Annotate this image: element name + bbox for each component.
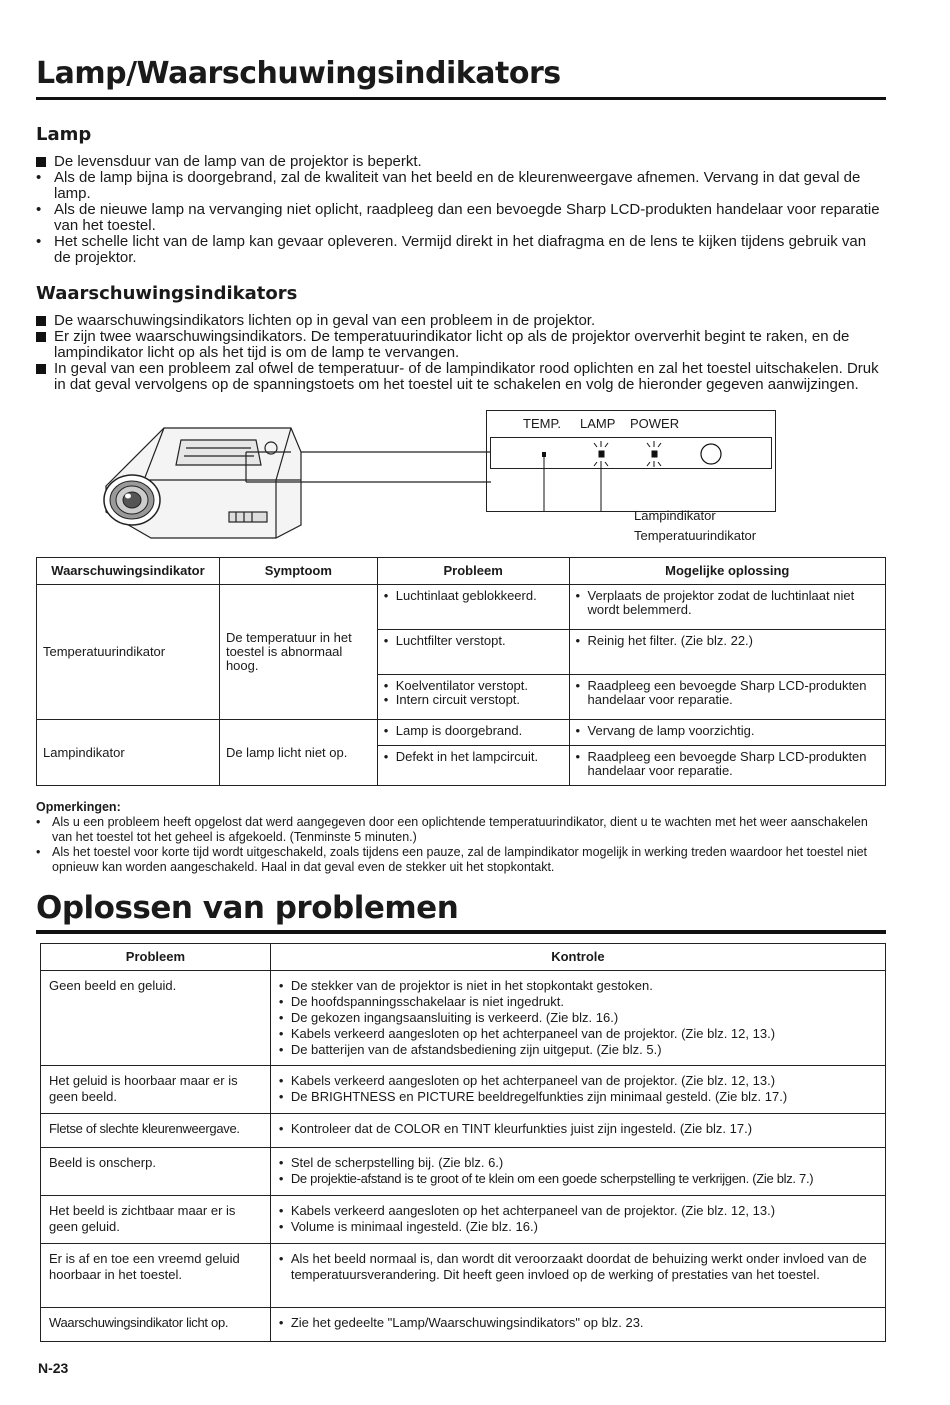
solution-cell: • Vervang de lamp voorzichtig.	[569, 720, 885, 746]
list-item: • Als de lamp bijna is doorgebrand, zal de kwaliteit van het beeld en de kleurenweergave afnemen. Vervang in dat geval de lamp.	[36, 169, 861, 202]
notes	[36, 800, 886, 875]
problem-cell: • Koelventilator verstopt. • Intern circuit verstopt.	[377, 675, 569, 720]
table-row	[37, 585, 886, 630]
label-power: POWER	[630, 416, 680, 431]
square-bullet-icon	[36, 157, 46, 167]
bullet-icon: •	[36, 845, 41, 859]
temp-indicator-icon	[542, 452, 546, 457]
warning-heading: Waarschuwingsindikators	[36, 283, 298, 304]
problem-cell: • Luchtinlaat geblokkeerd.	[377, 585, 569, 630]
problem-cell: Er is af en toe een vreemd geluid hoorbaar in het toestel.	[41, 1244, 271, 1308]
lamp-list	[36, 154, 886, 266]
problem-cell: Waarschuwingsindikator licht op.	[41, 1308, 271, 1342]
solution-cell: • Raadpleeg een bevoegde Sharp LCD-produkten handelaar voor reparatie.	[569, 675, 885, 720]
projector-illustration	[86, 420, 506, 550]
title-rule	[36, 97, 886, 100]
bullet-icon: •	[36, 169, 42, 186]
indicator-panel	[486, 410, 776, 512]
list-item: • Als u een probleem heeft opgelost dat werd aangegeven door een oplichtende temperatuurindikator, dient u te wachten met het weer aanschakelen van het toestel tot het geheel is afgekoeld. (Tenminste 5 minuten.)	[36, 815, 868, 844]
column-header: Kontrole	[270, 944, 885, 971]
column-header: Probleem	[377, 558, 569, 585]
table-row	[41, 1308, 886, 1342]
checks-cell: • Kabels verkeerd aangesloten op het achterpaneel van de projektor. (Zie blz. 12, 13.) • Volume is minimaal ingesteld. (Zie blz. 16.)	[270, 1196, 885, 1244]
column-header: Mogelijke oplossing	[569, 558, 885, 585]
list-item: In geval van een probleem zal ofwel de temperatuur- of de lampindikator rood oplichten en zal het toestel uitschakelen. Druk in dat geval vervolgens op de spanningstoets om het toestel uit te schakelen en volg de hieronder gegeven aanwijzingen.	[36, 361, 886, 393]
checks-cell: • Kabels verkeerd aangesloten op het achterpaneel van de projektor. (Zie blz. 12, 13.) • De BRIGHTNESS en PICTURE beeldregelfunkties zijn minimaal gesteld. (Zie blz. 17.)	[270, 1066, 885, 1114]
square-bullet-icon	[36, 364, 46, 374]
table-row	[41, 971, 886, 1066]
square-bullet-icon	[36, 332, 46, 342]
checks-cell: • Zie het gedeelte "Lamp/Waarschuwingsindikators" op blz. 23.	[270, 1308, 885, 1342]
bullet-icon: •	[36, 815, 41, 829]
power-indicator-icon	[701, 444, 721, 464]
solution-cell: • Reinig het filter. (Zie blz. 22.)	[569, 630, 885, 675]
table-row	[41, 1066, 886, 1114]
problem-cell: • Defekt in het lampcircuit.	[377, 746, 569, 786]
problem-cell: Het geluid is hoorbaar maar er is geen beeld.	[41, 1066, 271, 1114]
column-header: Probleem	[41, 944, 271, 971]
lamp-indicator-icon	[594, 441, 608, 467]
problem-cell: Beeld is onscherp.	[41, 1148, 271, 1196]
list-item: • Als het toestel voor korte tijd wordt uitgeschakeld, zoals tijdens een pauze, zal de lampindikator mogelijk in werking treden waardoor het toestel niet opnieuw kan worden aangeschakeld. Haal in dat geval even de stekker uit het stopkontakt.	[36, 845, 868, 874]
bullet-icon: •	[36, 201, 42, 218]
table-header-row	[37, 558, 886, 585]
label-temp: TEMP.	[523, 416, 562, 431]
column-header: Symptoom	[219, 558, 377, 585]
list-item: • Het schelle licht van de lamp kan gevaar opleveren. Vermijd direkt in het diafragma en de lens te kijken tijdens gebruik van de projektor.	[36, 233, 867, 266]
callout-lamp: Lampindikator	[634, 508, 716, 523]
table-row	[41, 1114, 886, 1148]
lamp-heading: Lamp	[36, 124, 92, 145]
indicator-cell: Temperatuurindikator	[37, 585, 220, 720]
problem-cell: • Luchtfilter verstopt.	[377, 630, 569, 675]
column-header: Waarschuwingsindikator	[37, 558, 220, 585]
problem-cell: • Lamp is doorgebrand.	[377, 720, 569, 746]
checks-cell: • Als het beeld normaal is, dan wordt dit veroorzaakt doordat de behuizing werkt onder invloed van de temperatuursverandering. Dit heeft geen invloed op de werking of prestaties van het toestel.	[270, 1244, 885, 1308]
list-item: • Als de nieuwe lamp na vervanging niet oplicht, raadpleeg dan een bevoegde Sharp LCD-produkten handelaar voor reparatie van het toestel.	[36, 201, 880, 234]
table-row	[37, 720, 886, 746]
table-row	[41, 1148, 886, 1196]
notes-heading: Opmerkingen:	[36, 800, 121, 814]
page-title: Lamp/Waarschuwingsindikators	[36, 56, 561, 91]
problem-cell: Het beeld is zichtbaar maar er is geen geluid.	[41, 1196, 271, 1244]
checks-cell: • Stel de scherpstelling bij. (Zie blz. 6.) • De projektie-afstand is te groot of te klein om een goede scherpstelling te verkrijgen. (Zie blz. 7.)	[270, 1148, 885, 1196]
warning-table	[36, 557, 886, 786]
label-lamp: LAMP	[580, 416, 616, 431]
problem-cell: Fletse of slechte kleurenweergave.	[41, 1114, 271, 1148]
problem-cell: Geen beeld en geluid.	[41, 971, 271, 1066]
page-number: N-23	[38, 1360, 69, 1376]
symptom-cell: De temperatuur in het toestel is abnormaal hoog.	[219, 585, 377, 720]
warning-list	[36, 313, 886, 393]
list-item: Er zijn twee waarschuwingsindikators. De temperatuurindikator licht op als de projektor oververhit begint te raken, en de lampindikator licht op als het tijd is om de lamp te vervangen.	[36, 329, 886, 361]
section-title: Oplossen van problemen	[36, 890, 459, 926]
table-row	[41, 1196, 886, 1244]
checks-cell: • De stekker van de projektor is niet in het stopkontakt gestoken. • De hoofdspanningsschakelaar is niet ingedrukt. • De gekozen ingangsaansluiting is verkeerd. (Zie blz. 16.) • Kabels verkeerd aangesloten op het achterpaneel van de projektor. (Zie blz. 12, 13.) • De batterijen van de afstandsbediening zijn uitgeput. (Zie blz. 5.)	[270, 971, 885, 1066]
callout-temp: Temperatuurindikator	[634, 528, 757, 543]
table-row	[41, 1244, 886, 1308]
table-header-row	[41, 944, 886, 971]
bullet-icon: •	[36, 233, 42, 250]
indicator-cell: Lampindikator	[37, 720, 220, 786]
section-rule	[36, 930, 886, 934]
lens	[104, 475, 160, 525]
checks-cell: • Kontroleer dat de COLOR en TINT kleurfunkties juist zijn ingesteld. (Zie blz. 17.)	[270, 1114, 885, 1148]
list-item: De waarschuwingsindikators lichten op in geval van een probleem in de projektor.	[36, 313, 886, 329]
symptom-cell: De lamp licht niet op.	[219, 720, 377, 786]
list-item: De levensduur van de lamp van de projektor is beperkt.	[36, 154, 886, 170]
square-bullet-icon	[36, 316, 46, 326]
troubleshooting-table	[40, 943, 886, 1342]
solution-cell: • Raadpleeg een bevoegde Sharp LCD-produkten handelaar voor reparatie.	[569, 746, 885, 786]
solution-cell: • Verplaats de projektor zodat de luchtinlaat niet wordt belemmerd.	[569, 585, 885, 630]
lamp-indicator-blink-icon	[647, 441, 661, 467]
